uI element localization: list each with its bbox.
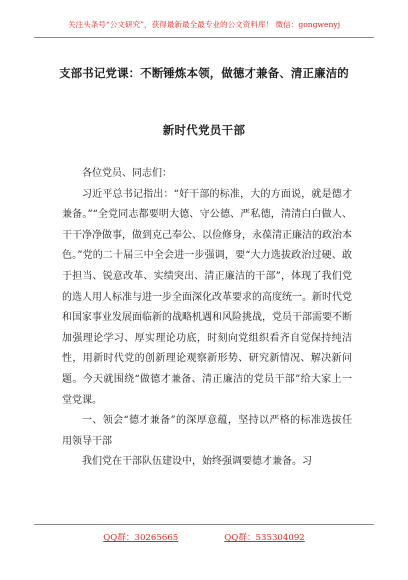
- footer-qq-group-1[interactable]: QQ群：30265665: [103, 533, 179, 543]
- salutation: 各位党员、同志们：: [82, 168, 172, 179]
- section-heading-1: 一、领会“德才兼备”的深厚意蕴，坚持以严格的标准选拔任用领导干部: [62, 415, 352, 447]
- header-divider: [34, 37, 374, 38]
- document-title-line-1: 支部书记党课：不断锤炼本领，做德才兼备、清正廉洁的: [59, 66, 349, 80]
- document-body: [62, 164, 352, 473]
- body-paragraph-1: 习近平总书记指出：“好干部的标准，大的方面说，就是德才兼备。”“全党同志都要明大德、守公德、严私德，清清白白做人、干干净净做事，做到克己奉公、以俭修身，永葆清正廉洁的政治本色。”党的二十届三中全会进一步强调，要“大力选拔政治过硬、敢于担当、锐意改革、实绩突出、清正廉洁的干部”，体现了我们党的选人用人标准与进一步全面深化改革要求的高度统一。新时代党和国家事业发展面临新的战略机遇和风险挑战，党员干部需要不断加强理论学习、厚实理论功底，时刻向党组织看齐自觉保持纯洁性，用新时代党的创新理论观察新形势、研究新情况、解决新问题。今天就围绕“做德才兼备、清正廉洁的党员干部”给大家上一堂党课。: [62, 188, 352, 406]
- document-title-line-2: 新时代党员干部: [162, 123, 246, 137]
- page-header-banner: 关注头条号“公文研究”，获得最新最全最专业的公文资料库！ 微信：gongwenyj: [67, 20, 341, 29]
- footer-qq-group-2[interactable]: QQ群：535304092: [224, 533, 305, 543]
- footer-divider: [34, 524, 374, 525]
- page-footer: [34, 524, 374, 564]
- body-paragraph-2: 我们党在干部队伍建设中，始终强调要德才兼备。习: [82, 456, 312, 468]
